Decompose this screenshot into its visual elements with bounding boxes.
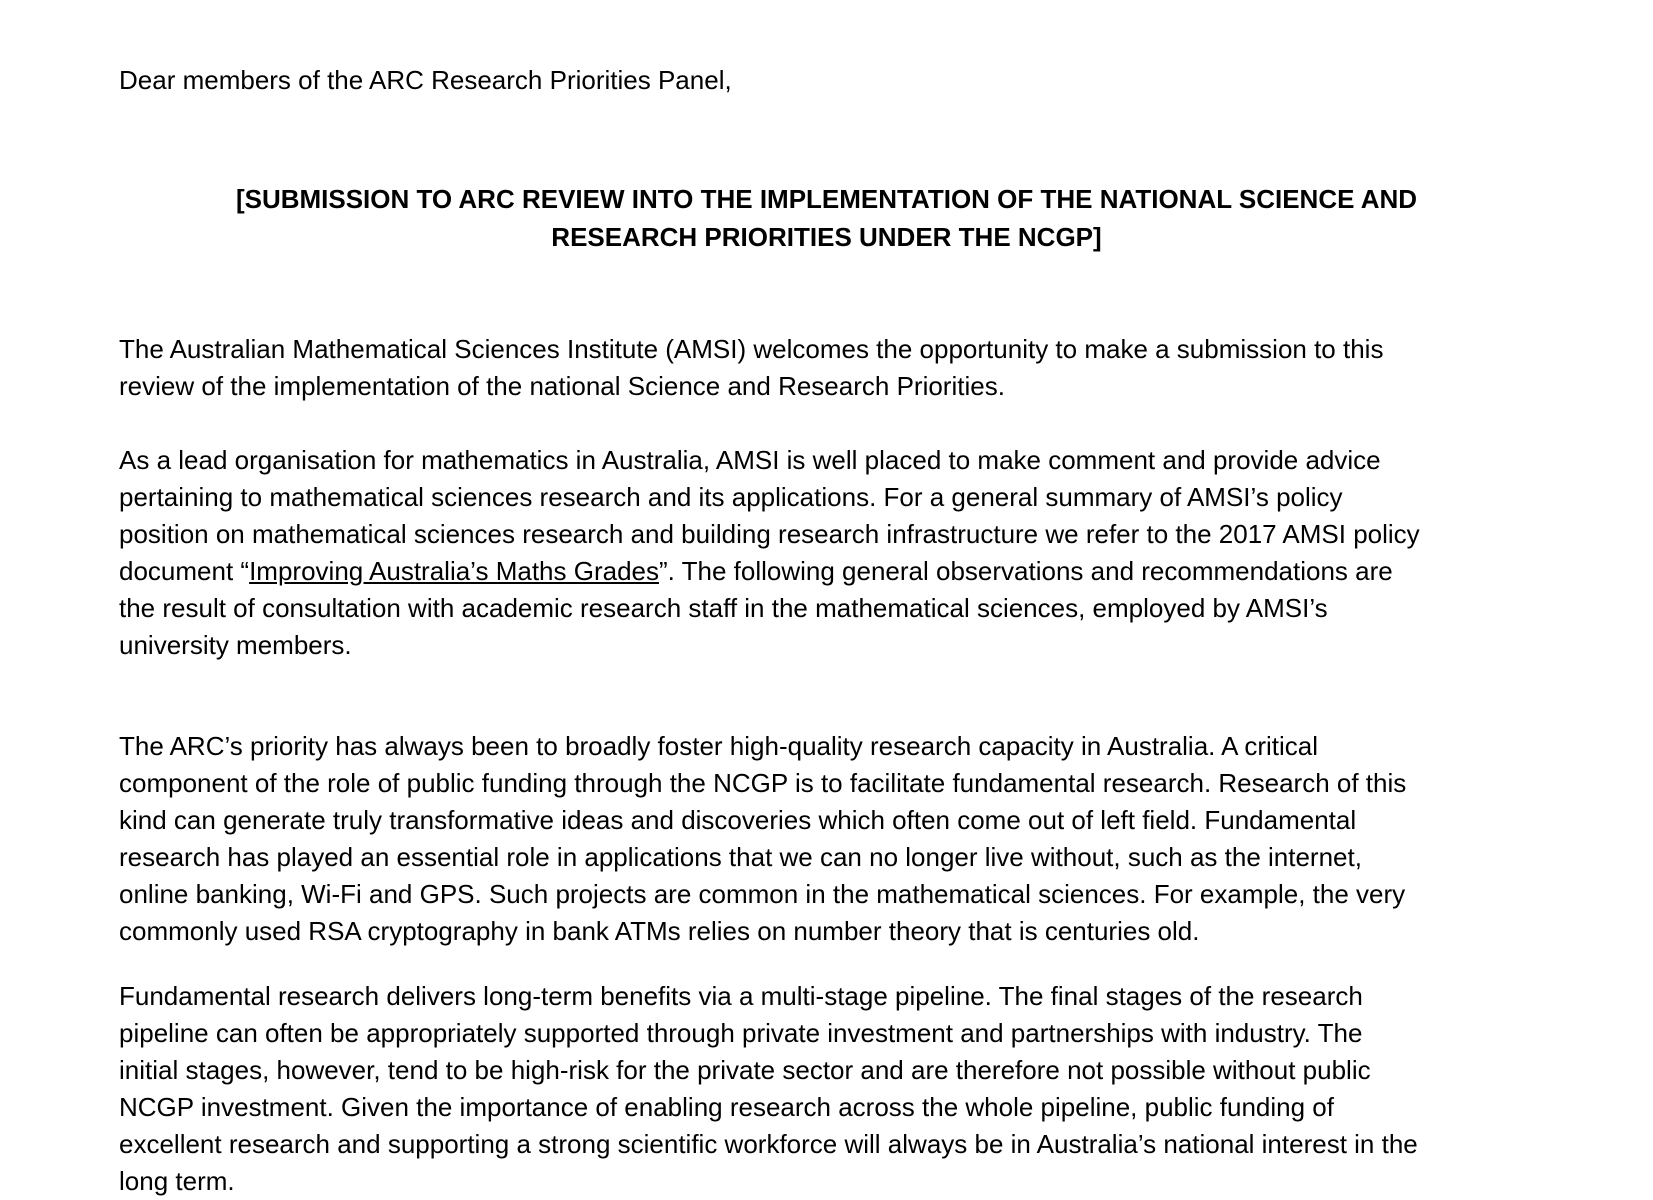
paragraph-line: NCGP investment. Given the importance of enabling research across the whole pipeline, public funding of <box>119 1092 1334 1122</box>
paragraph-amsi-role <box>119 442 1539 664</box>
link-prefix-text: document “ <box>119 556 250 586</box>
paragraph-line-with-link <box>119 553 1539 590</box>
paragraph-line: the result of consultation with academic research staff in the mathematical sciences, employed by AMSI’s <box>119 593 1328 623</box>
paragraph-line: pertaining to mathematical sciences research and its applications. For a general summary of AMSI’s policy <box>119 482 1343 512</box>
paragraph-line: The ARC’s priority has always been to broadly foster high-quality research capacity in Australia. A critical <box>119 731 1318 761</box>
paragraph-line: review of the implementation of the national Science and Research Priorities. <box>119 371 1005 401</box>
paragraph-arc-priority <box>119 728 1539 950</box>
paragraph-line: As a lead organisation for mathematics in Australia, AMSI is well placed to make comment and provide advice <box>119 445 1381 475</box>
paragraph-line: commonly used RSA cryptography in bank ATMs relies on number theory that is centuries old. <box>119 916 1200 946</box>
link-suffix-text: ”. The following general observations and recommendations are <box>659 556 1393 586</box>
paragraph-line: initial stages, however, tend to be high-risk for the private sector and are therefore not possible without public <box>119 1055 1371 1085</box>
title-line-1: [SUBMISSION TO ARC REVIEW INTO THE IMPLEMENTATION OF THE NATIONAL SCIENCE AND <box>235 184 1418 214</box>
salutation-text: Dear members of the ARC Research Priorities Panel, <box>119 65 732 95</box>
paragraph-line: The Australian Mathematical Sciences Institute (AMSI) welcomes the opportunity to make a submission to this <box>119 334 1384 364</box>
paragraph-line: pipeline can often be appropriately supported through private investment and partnerships with industry. The <box>119 1018 1363 1048</box>
paragraph-line: long term. <box>119 1166 235 1196</box>
paragraph-intro <box>119 331 1539 405</box>
paragraph-line: research has played an essential role in applications that we can no longer live without, such as the internet, <box>119 842 1362 872</box>
policy-document-link[interactable]: Improving Australia’s Maths Grades <box>249 556 659 586</box>
paragraph-line: kind can generate truly transformative ideas and discoveries which often come out of left field. Fundamental <box>119 805 1357 835</box>
paragraph-line: position on mathematical sciences research and building research infrastructure we refer to the 2017 AMSI policy <box>119 519 1420 549</box>
salutation <box>119 62 1539 99</box>
paragraph-line: excellent research and supporting a strong scientific workforce will always be in Australia’s national interest in the <box>119 1129 1418 1159</box>
document-title <box>0 180 1653 256</box>
paragraph-line: Fundamental research delivers long-term benefits via a multi-stage pipeline. The final stages of the research <box>119 981 1363 1011</box>
paragraph-line: online banking, Wi-Fi and GPS. Such projects are common in the mathematical sciences. For example, the very <box>119 879 1406 909</box>
paragraph-line: university members. <box>119 630 352 660</box>
title-line-2: RESEARCH PRIORITIES UNDER THE NCGP] <box>551 222 1102 252</box>
paragraph-line: component of the role of public funding through the NCGP is to facilitate fundamental research. Research of this <box>119 768 1407 798</box>
paragraph-fundamental-research <box>119 978 1539 1200</box>
